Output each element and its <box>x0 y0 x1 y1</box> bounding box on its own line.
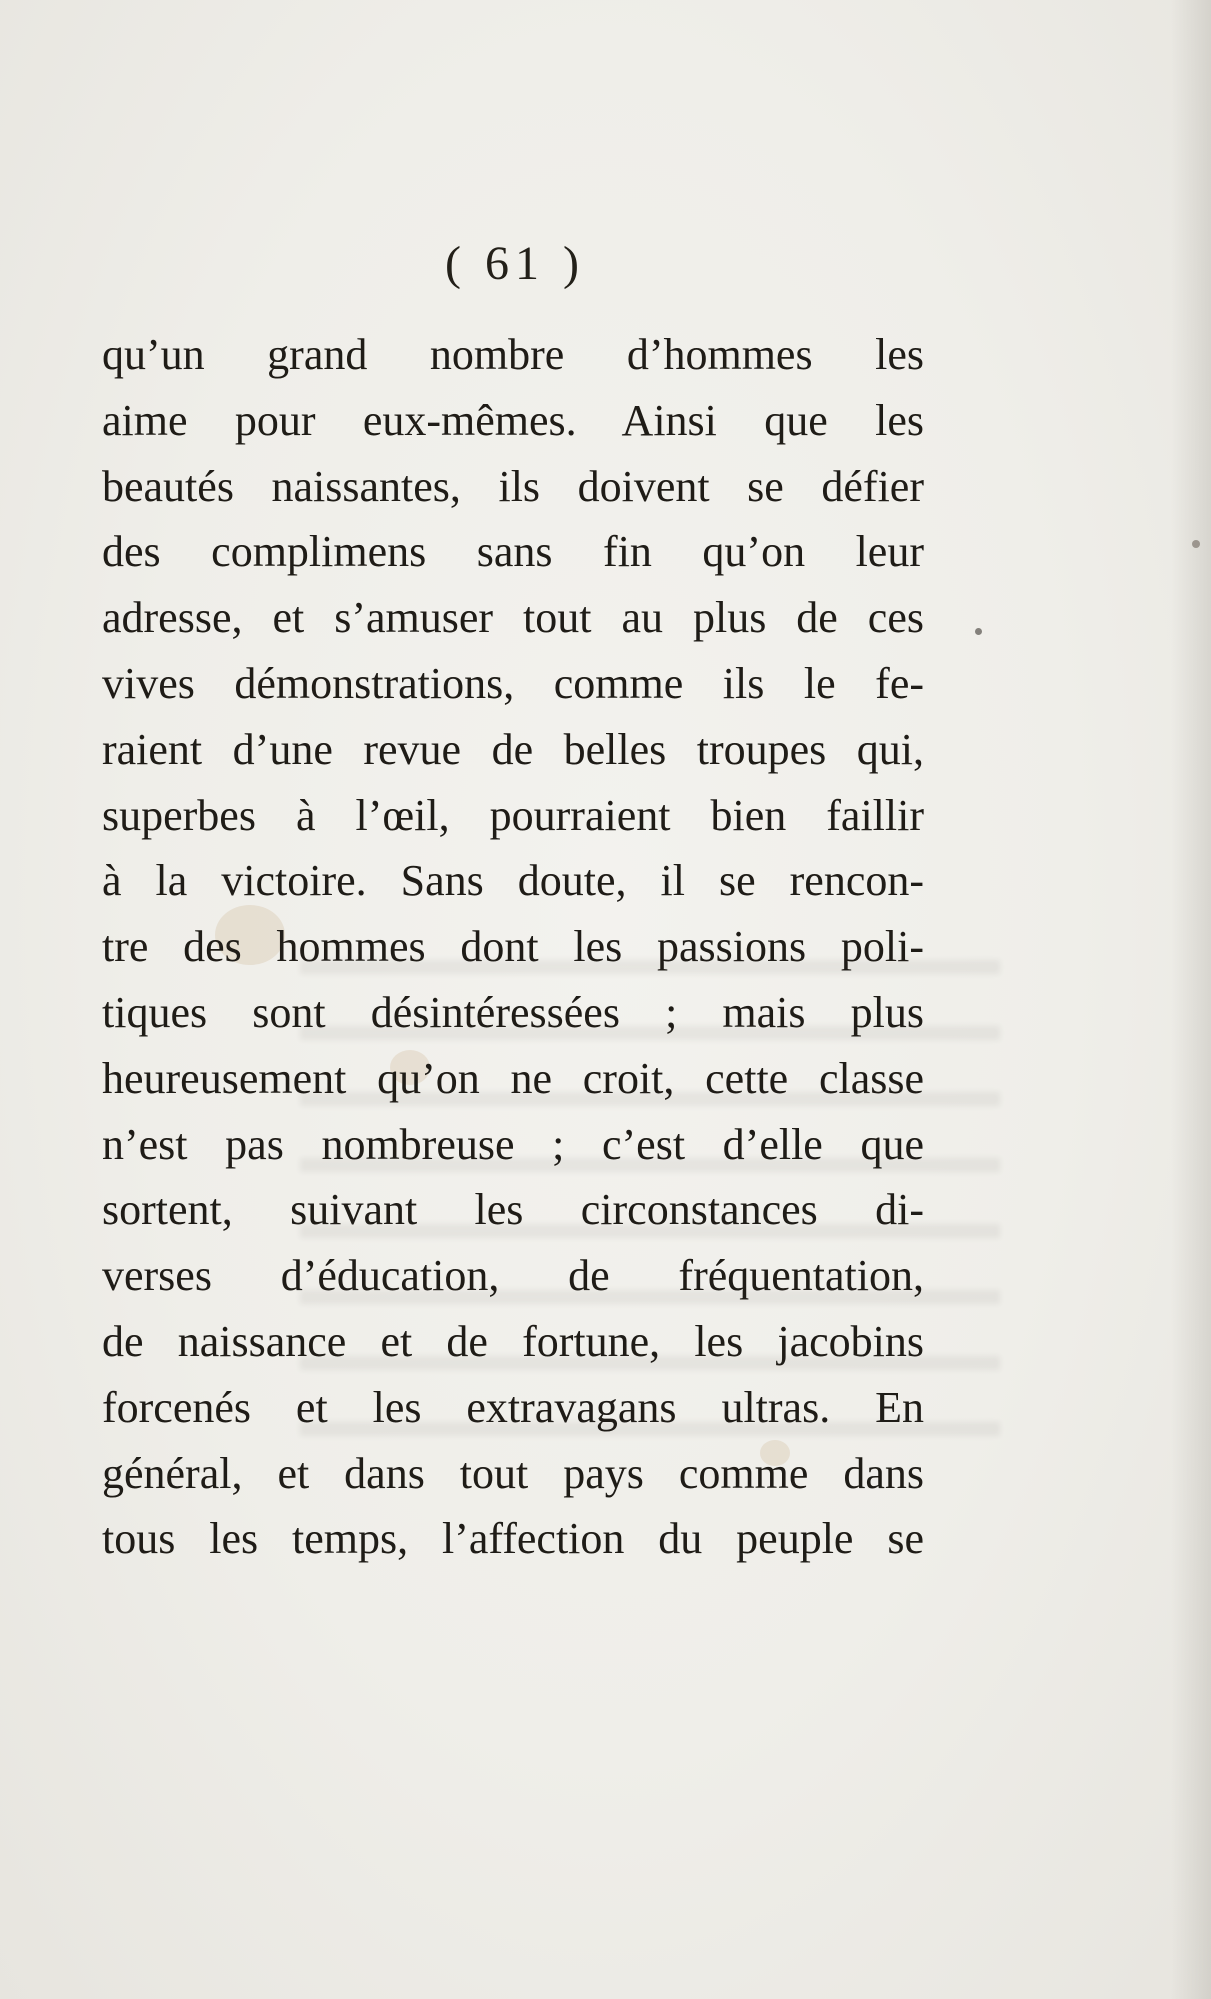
foxing-stain <box>1192 540 1200 548</box>
foxing-stain <box>975 628 982 635</box>
text-line: vives démonstrations, comme ils le fe- <box>102 658 924 708</box>
text-line: de naissance et de fortune, les jacobins <box>102 1316 924 1366</box>
text-line: tous les temps, l’affection du peuple se <box>102 1514 924 1564</box>
page-number: ( 61 ) <box>445 237 585 290</box>
text-line: beautés naissantes, ils doivent se défier <box>102 461 924 511</box>
text-line: qu’un grand nombre d’hommes les <box>102 330 924 379</box>
text-line: des complimens sans fin qu’on leur <box>102 527 924 577</box>
text-line: tiques sont désintéressées ; mais plus <box>102 987 924 1037</box>
page-edge-shadow <box>1171 0 1211 1999</box>
body-text <box>102 322 924 1572</box>
text-line: aime pour eux-mêmes. Ainsi que les <box>102 395 924 445</box>
text-line: superbes à l’œil, pourraient bien faillir <box>102 790 924 840</box>
text-line: adresse, et s’amuser tout au plus de ces <box>102 593 924 643</box>
text-line: forcenés et les extravagans ultras. En <box>102 1382 924 1432</box>
text-line: raient d’une revue de belles troupes qui, <box>102 724 924 774</box>
text-line: verses d’éducation, de fréquentation, <box>102 1251 924 1301</box>
text-line: tre des hommes dont les passions poli- <box>102 922 924 972</box>
text-line: heureusement qu’on ne croit, cette classe <box>102 1053 924 1103</box>
text-line: sortent, suivant les circonstances di- <box>102 1185 924 1235</box>
text-line: général, et dans tout pays comme dans <box>102 1448 924 1498</box>
text-line: n’est pas nombreuse ; c’est d’elle que <box>102 1119 924 1169</box>
text-line: à la victoire. Sans doute, il se rencon- <box>102 856 924 906</box>
